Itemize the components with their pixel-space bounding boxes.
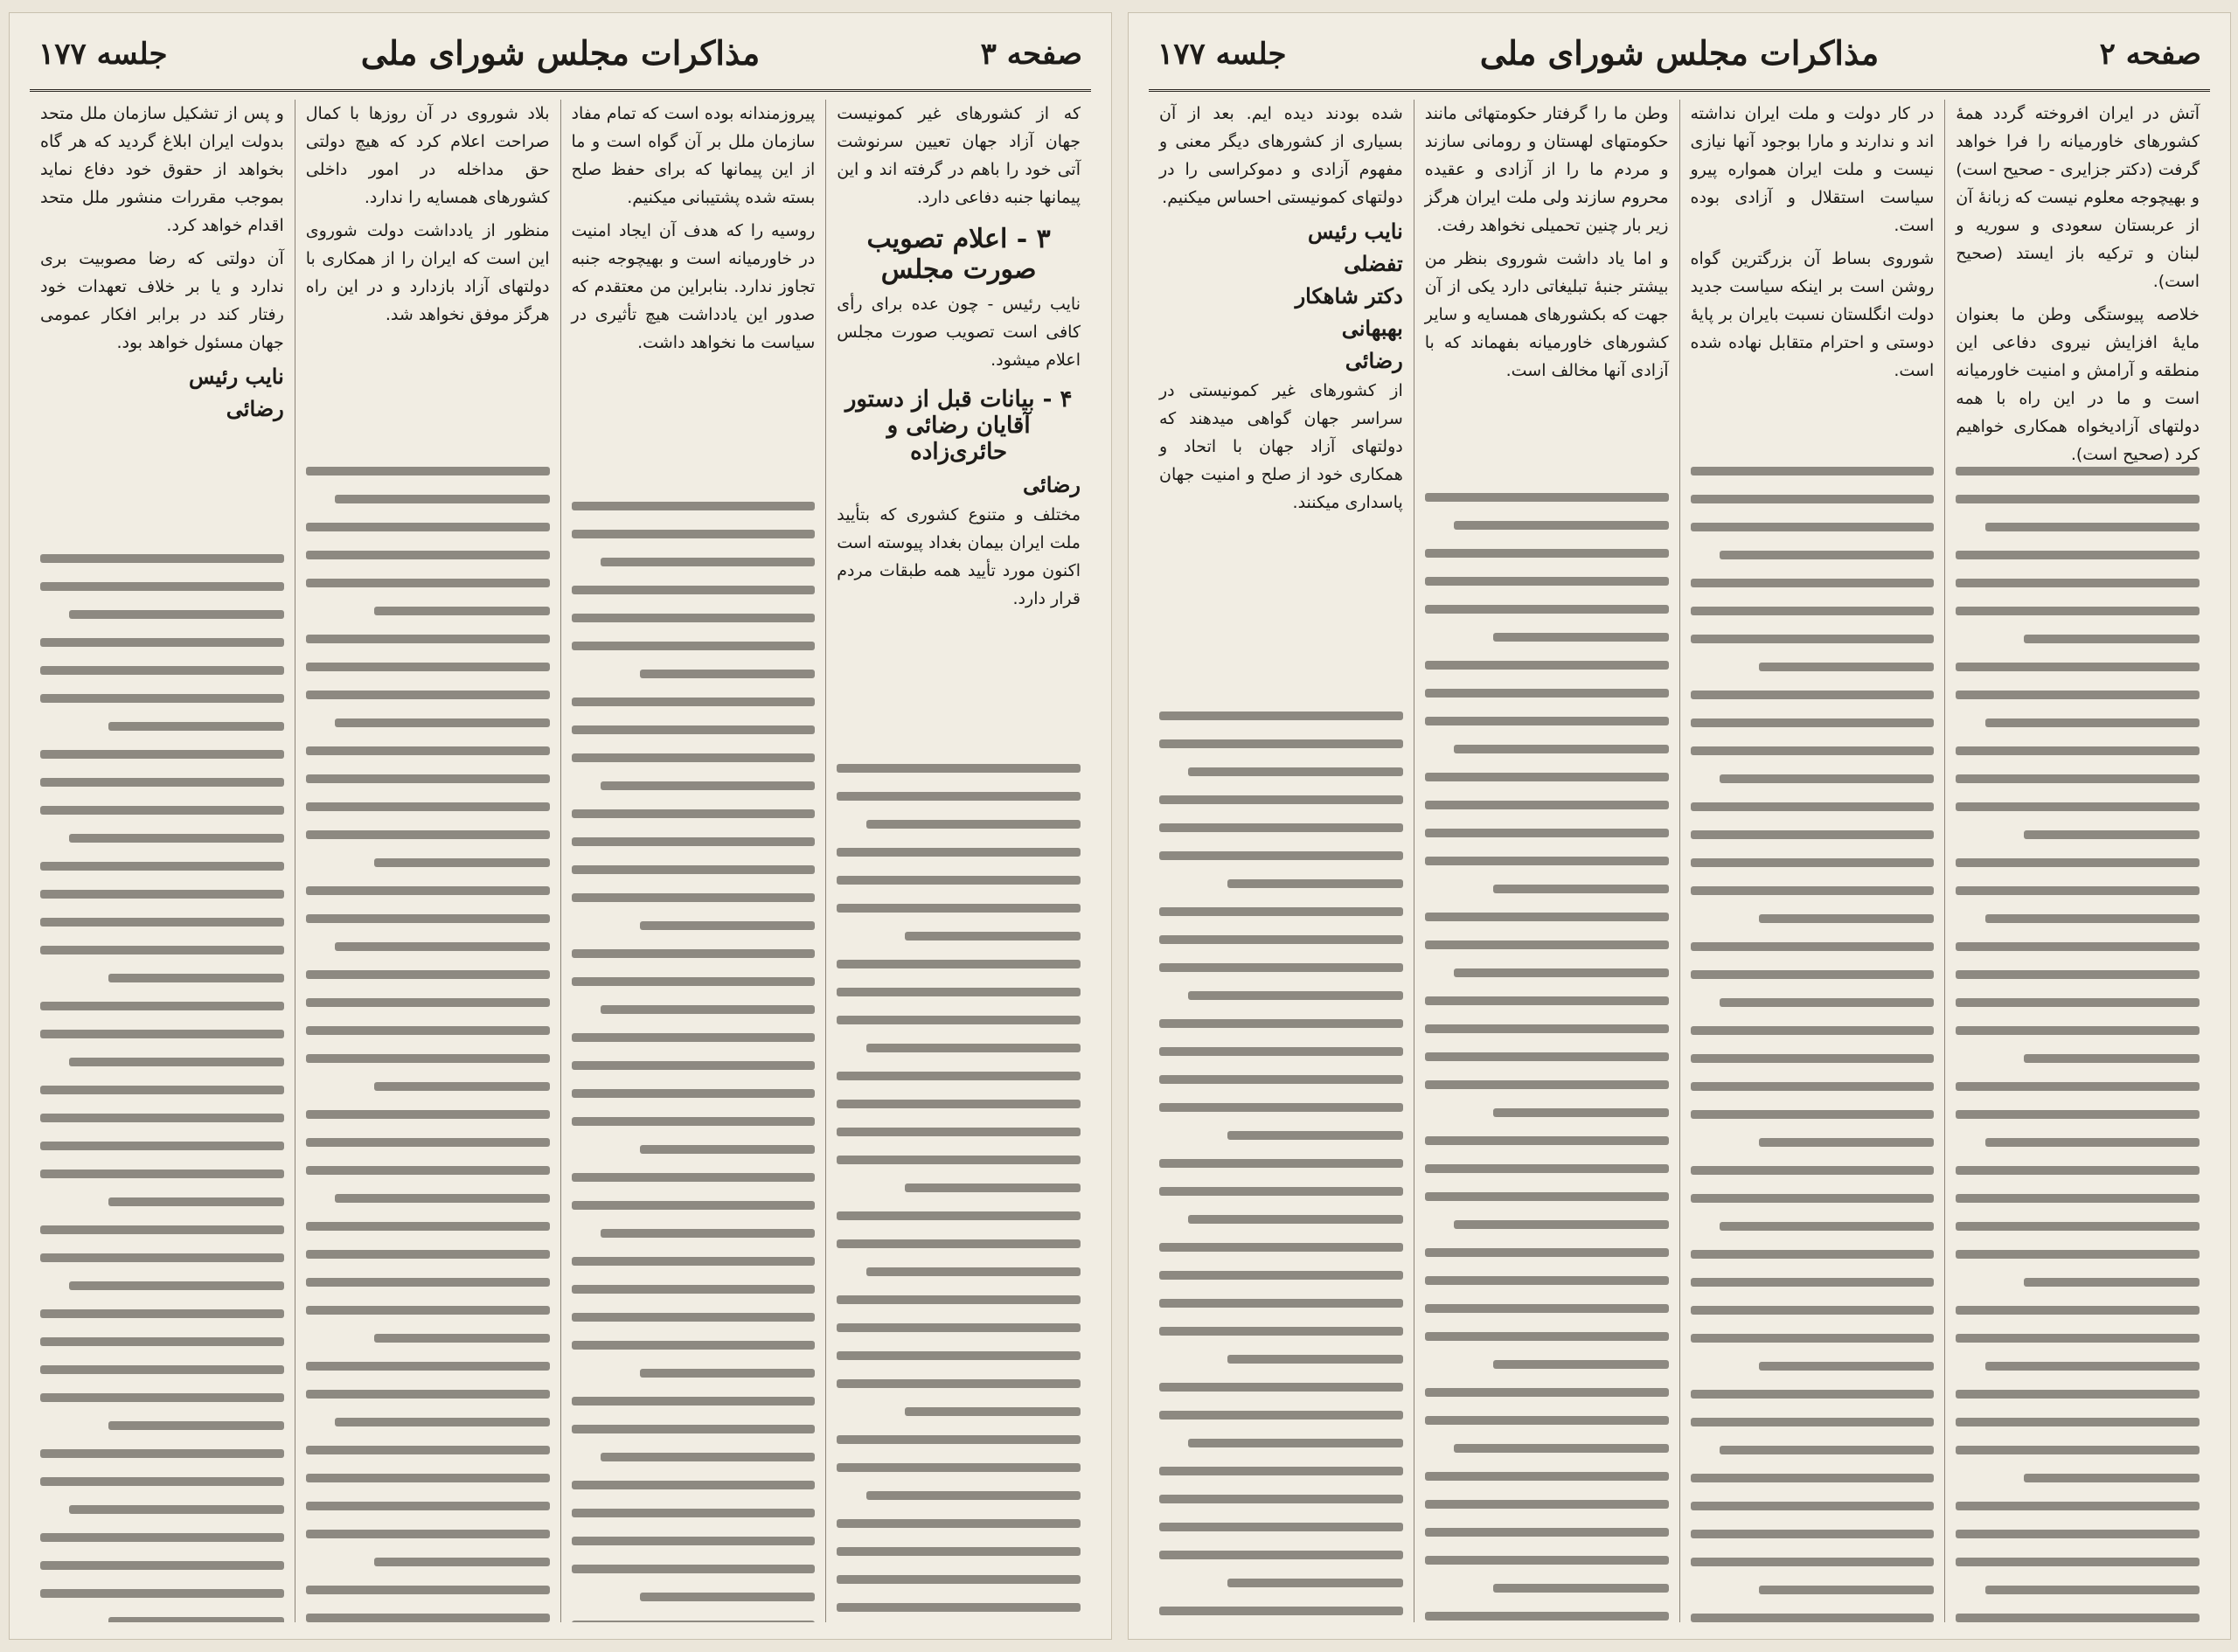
speaker-president: نایب رئیس: [1308, 219, 1403, 244]
left-page-session: جلسه ۱۷۷: [38, 37, 168, 72]
text-lines: [40, 554, 284, 1622]
speaker-tafazzoli: تفضلی: [1344, 251, 1403, 276]
paragraph: شوروی بساط آن بزرگترین گواه روشن است بر اینکه سیاست جدید دولت انگلستان نسبت بایران بر پایهٔ دوستی و احترام متقابل نهاده شده است.: [1690, 249, 1935, 380]
left-col-3: [295, 100, 560, 1622]
paragraph: روسیه را که هدف آن ایجاد امنیت در خاورمیانه است و بهیچوجه جنبه تجاوز ندارد. بنابراین من معتقدم که صدور این یادداشت هیچ تأثیری در سیاست ما نخواهد داشت.: [571, 221, 816, 352]
text-lines: [306, 467, 550, 1622]
left-page-header: [30, 28, 1091, 92]
paragraph: خلاصه پیوستگی وطن ما بعنوان مایهٔ افزایش نیروی دفاعی این منطقه و آرامش و امنیت خاورمیانه است و ما در این راه با همه دولتهای آزادیخواه همکاری خواهیم کرد (صحیح است).: [1956, 305, 2200, 464]
paragraph: مختلف و متنوع کشوری که بتأیید ملت ایران بیمان بغداد پیوسته است اکنون مورد تأیید همه طبقات مردم قرار دارد.: [837, 505, 1081, 608]
right-page-title: مذاکرات مجلس شورای ملی: [1479, 33, 1880, 73]
paragraph: در کار دولت و ملت ایران نداشته اند و ندارند و مارا بوجود آنها نیازی نیست و ملت ایران همواره پیرو سیاست استقلال و آزادی بوده است.: [1690, 104, 1935, 235]
paragraph: شده بودند دیده ایم. بعد از آن بسیاری از کشورهای دیگر معنی و مفهوم آزادی و دموکراسی را در دولتهای کمونیستی احساس میکنیم.: [1159, 104, 1403, 207]
text-lines: [1159, 711, 1403, 1622]
speaker-behbahani: بهبهانی: [1341, 316, 1403, 341]
text-lines: [1691, 467, 1935, 1622]
text-lines: [837, 764, 1081, 1622]
right-col-2: [1679, 100, 1945, 1622]
text-lines: [572, 502, 816, 1622]
paragraph: نایب رئیس - چون عده برای رأی کافی است تصویب صورت مجلس اعلام میشود.: [837, 295, 1081, 370]
left-col-2: [560, 100, 826, 1622]
paragraph: آتش در ایران افروخته گردد همهٔ کشورهای خاورمیانه را فرا خواهد گرفت (دکتر جزایری - صحیح است) و بهیچوجه معلوم نیست که زبانهٔ آن از عربستان سعودی و سوریه و لبنان و ترکیه باز ایستد (صحیح است).: [1956, 104, 2200, 291]
left-col-4: [30, 100, 295, 1622]
left-col-1: [825, 100, 1091, 1622]
right-col-4: [1149, 100, 1414, 1622]
paragraph: که از کشورهای غیر کمونیست جهان آزاد جهان تعیین سرنوشت آتی خود را باهم در گرفته اند و این پیمانها جنبه دفاعی دارد.: [837, 104, 1081, 207]
text-lines: [1425, 493, 1669, 1622]
left-page-number: صفحه ۳: [980, 37, 1082, 72]
paragraph: وطن ما را گرفتار حکومتهائی مانند حکومتهای لهستان و رومانی سازند و مردم ما را از آزادی و عقیده محروم سازند ولی ملت ایران هرگز زیر بار چنین تحمیلی نخواهد رفت.: [1424, 104, 1669, 235]
speaker-president: نایب رئیس: [189, 364, 284, 389]
right-page-number: صفحه ۲: [2099, 37, 2201, 72]
section-heading-agenda: ۳ - اعلام تصویب صورت مجلس: [866, 224, 1051, 285]
section-heading-speeches: ۴ - بیانات قبل از دستور آقایان رضائی و حائری‌زاده: [844, 386, 1073, 465]
left-page-title: مذاکرات مجلس شورای ملی: [360, 33, 761, 73]
right-page-header: [1149, 28, 2210, 92]
paragraph: پیروزمندانه بوده است که تمام مفاد سازمان ملل بر آن گواه است و ما از این پیمانها که برای حفظ صلح بسته شده پشتیبانی میکنیم.: [571, 104, 816, 207]
speaker-shahkar: دکتر شاهکار: [1295, 283, 1403, 309]
paragraph: و پس از تشکیل سازمان ملل متحد بدولت ایران ابلاغ گردید که هر گاه بخواهد از حقوق خود دفاع نماید بموجب مقررات منشور ملل متحد اقدام خواهد کرد.: [40, 104, 284, 235]
right-page: [1128, 12, 2231, 1640]
text-lines: [1956, 467, 2200, 1622]
paragraph: آن دولتی که رضا مصوبیت بری ندارد و یا بر خلاف تعهدات خود رفتار کند در برابر افکار عمومی جهان مسئول خواهد بود.: [40, 249, 284, 352]
right-page-columns: [1149, 100, 2210, 1622]
speaker-rezai: رضائی: [1023, 472, 1081, 497]
left-page-columns: [30, 100, 1091, 1622]
paragraph: بلاد شوروی در آن روزها با کمال صراحت اعلام کرد که هیچ دولتی حق مداخله در امور داخلی کشورهای همسایه را ندارد.: [305, 104, 550, 207]
right-page-session: جلسه ۱۷۷: [1157, 37, 1287, 72]
right-col-3: [1414, 100, 1679, 1622]
paragraph: و اما یاد داشت شوروی بنظر من بیشتر جنبهٔ تبلیغاتی دارد یکی از آن جهت که بکشورهای همسایه و سایر کشورهای خاورمیانه بفهماند که با آزادی آنها مخالف است.: [1424, 249, 1669, 380]
right-col-1: [1944, 100, 2210, 1622]
speaker-rezai: رضائی: [226, 396, 284, 421]
paragraph: از کشورهای غیر کمونیستی در سراسر جهان گواهی میدهند که دولتهای آزاد جهان با اتحاد و همکاری خود از صلح و امنیت جهان پاسداری میکنند.: [1159, 381, 1403, 512]
paragraph: منظور از یادداشت دولت شوروی این است که ایران را از همکاری با دولتهای آزاد بازدارد و در این راه هرگز موفق نخواهد شد.: [305, 221, 550, 324]
speaker-rezai: رضائی: [1345, 348, 1403, 373]
left-page: [9, 12, 1112, 1640]
